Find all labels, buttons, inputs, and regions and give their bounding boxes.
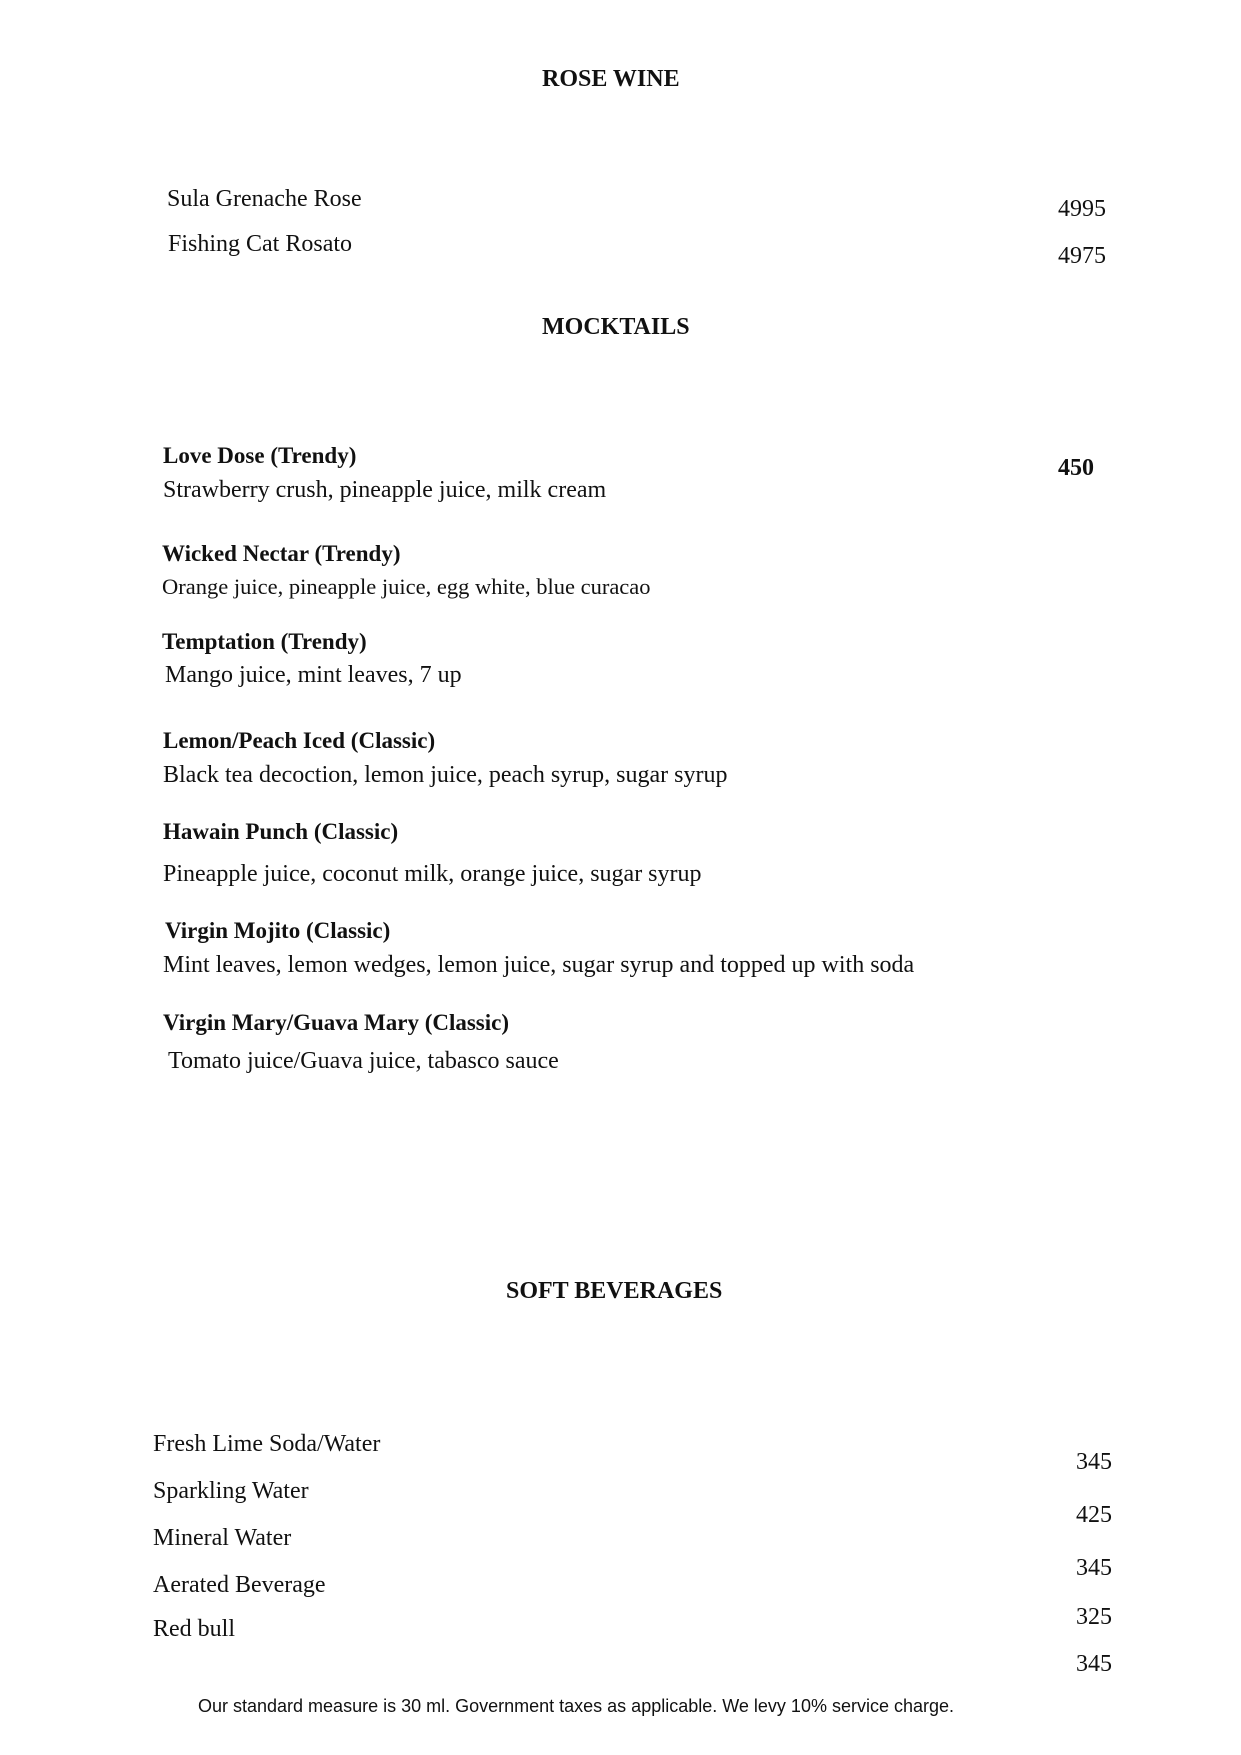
mocktail-desc: Orange juice, pineapple juice, egg white, blue curacao <box>162 574 651 599</box>
mocktails-price: 450 <box>1058 455 1094 481</box>
mocktail-desc: Black tea decoction, lemon juice, peach syrup, sugar syrup <box>163 762 728 788</box>
beverage-price: 325 <box>1076 1604 1112 1630</box>
beverage-price: 345 <box>1076 1449 1112 1475</box>
rose-item-price: 4995 <box>1058 196 1106 222</box>
mocktail-name: Virgin Mary/Guava Mary (Classic) <box>163 1010 510 1035</box>
beverage-name: Aerated Beverage <box>153 1572 326 1598</box>
mocktail-desc: Mint leaves, lemon wedges, lemon juice, sugar syrup and topped up with soda <box>163 952 915 978</box>
beverage-price: 345 <box>1076 1651 1112 1677</box>
mocktail-name: Lemon/Peach Iced (Classic) <box>163 728 436 753</box>
mocktail-name: Hawain Punch (Classic) <box>163 819 399 844</box>
beverage-price: 425 <box>1076 1502 1112 1528</box>
mocktail-desc: Pineapple juice, coconut milk, orange juice, sugar syrup <box>163 861 702 887</box>
mocktail-name: Virgin Mojito (Classic) <box>165 918 391 943</box>
beverage-name: Mineral Water <box>153 1525 292 1551</box>
beverage-price: 345 <box>1076 1555 1112 1581</box>
rose-wine-heading: ROSE WINE <box>542 66 680 92</box>
beverage-name: Red bull <box>153 1616 235 1642</box>
footer-note: Our standard measure is 30 ml. Government taxes as applicable. We levy 10% service charge. <box>198 1696 955 1716</box>
mocktail-name: Temptation (Trendy) <box>162 629 367 654</box>
mocktails-heading: MOCKTAILS <box>542 314 690 340</box>
mocktail-desc: Strawberry crush, pineapple juice, milk cream <box>163 477 607 503</box>
beverage-name: Fresh Lime Soda/Water <box>153 1431 381 1457</box>
beverage-name: Sparkling Water <box>153 1478 309 1504</box>
mocktail-name: Love Dose (Trendy) <box>163 443 357 468</box>
rose-item-name: Sula Grenache Rose <box>167 186 362 212</box>
rose-item-name: Fishing Cat Rosato <box>168 231 353 257</box>
mocktail-name: Wicked Nectar (Trendy) <box>162 541 401 566</box>
soft-beverages-heading: SOFT BEVERAGES <box>506 1278 723 1304</box>
rose-item-price: 4975 <box>1058 243 1106 269</box>
mocktail-desc: Tomato juice/Guava juice, tabasco sauce <box>168 1048 559 1074</box>
mocktail-desc: Mango juice, mint leaves, 7 up <box>165 662 462 688</box>
